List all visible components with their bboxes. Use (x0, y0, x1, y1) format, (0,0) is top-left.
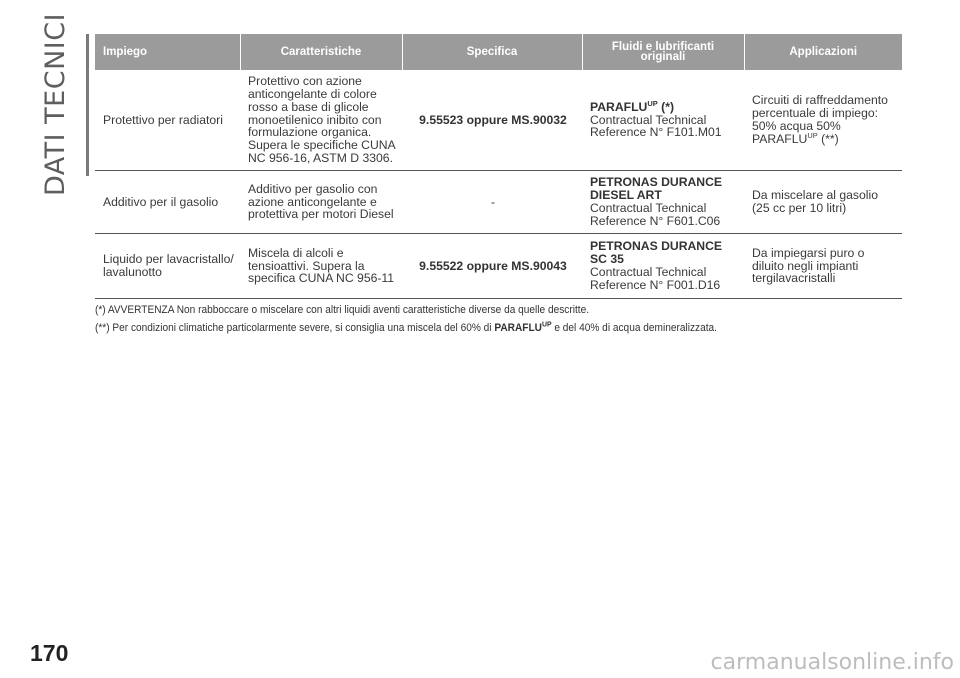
section-rule (86, 34, 89, 176)
fluid-reference-line2: Reference N° F001.D16 (590, 277, 721, 292)
watermark: carmanualsonline.info (710, 650, 954, 675)
cell-caratteristiche: Additivo per gasolio con azione anticongelante e protettiva per motori Diesel (240, 171, 402, 234)
cell-specifica: 9.55522 oppure MS.90043 (402, 234, 582, 299)
header-fluidi-line2: originali (640, 51, 686, 63)
cell-fluido (582, 234, 744, 299)
section-title (28, 12, 84, 196)
fluid-reference-line1: Contractual Technical (590, 201, 707, 215)
fluid-name-line2: SC 35 (590, 252, 624, 267)
footnote-superscript: UP (541, 319, 552, 329)
application-footnote-mark: (**) (821, 131, 839, 146)
application-text: Circuiti di raffreddamento percentuale di impiego: 50% acqua 50% (752, 93, 888, 133)
cell-caratteristiche: Protettivo con azione anticongelante di colore rosso a base di glicole monoetilenico inibito con formulazione organica. Supera le specifiche CUNA NC 956-16, ASTM D 3306. (240, 70, 402, 171)
fluid-name-line1: PETRONAS DURANCE (590, 239, 723, 254)
footnote-brand: PARAFLU (494, 322, 542, 334)
header-fluidi-line1: Fluidi e lubrificanti (611, 41, 715, 53)
footnotes (95, 304, 849, 340)
cell-applicazioni: Da miscelare al gasolio (25 cc per 10 litri) (744, 171, 902, 234)
cell-applicazioni (744, 70, 902, 171)
cell-fluido (582, 70, 744, 171)
application-brand: PARAFLU (752, 131, 808, 146)
header-caratteristiche: Caratteristiche (240, 34, 402, 70)
fluid-name-line1: PETRONAS DURANCE (590, 175, 723, 190)
footnote-climate-text: (**) Per condizioni climatiche particolarmente severe, si consiglia una miscela del 60% di (95, 322, 495, 334)
table-row (95, 70, 902, 171)
fluid-reference-line2: Reference N° F601.C06 (590, 213, 721, 228)
table-header-row (95, 34, 902, 70)
fluid-reference-line1: Contractual Technical (590, 112, 707, 127)
section-title-text: DATI TECNICI (40, 12, 72, 196)
cell-caratteristiche: Miscela di alcoli e tensioattivi. Supera la specifica CUNA NC 956-11 (240, 234, 402, 299)
fluid-brand: PARAFLU (590, 99, 648, 114)
fluid-superscript: UP (647, 98, 658, 108)
fluid-reference-line2: Reference N° F101.M01 (590, 125, 722, 140)
header-specifica: Specifica (402, 34, 582, 70)
header-applicazioni: Applicazioni (744, 34, 902, 70)
cell-specifica: 9.55523 oppure MS.90032 (402, 70, 582, 171)
table-row (95, 234, 902, 299)
application-superscript: UP (807, 130, 818, 140)
cell-impiego: Protettivo per radiatori (95, 70, 240, 171)
cell-impiego: Additivo per il gasolio (95, 171, 240, 234)
header-impiego: Impiego (95, 34, 240, 70)
footnote-climate-tail: e del 40% di acqua demineralizzata. (551, 322, 717, 334)
cell-fluido (582, 171, 744, 234)
page-number: 170 (30, 640, 69, 666)
header-fluidi (582, 34, 744, 70)
footnote-climate (95, 319, 849, 334)
fluid-footnote-mark: (*) (661, 99, 675, 114)
fluids-table (95, 34, 902, 299)
cell-applicazioni: Da impiegarsi puro o diluito negli impianti tergilavacristalli (744, 234, 902, 299)
footnote-warning: (*) AVVERTENZA Non rabboccare o miscelare con altri liquidi aventi caratteristiche diverse da quelle descritte. (95, 304, 590, 316)
fluid-name-line2: DIESEL ART (590, 188, 662, 203)
table-row (95, 171, 902, 234)
fluid-reference-line1: Contractual Technical (590, 265, 707, 279)
cell-specifica: - (402, 171, 582, 234)
cell-impiego: Liquido per lavacristallo/ lavalunotto (95, 234, 240, 299)
